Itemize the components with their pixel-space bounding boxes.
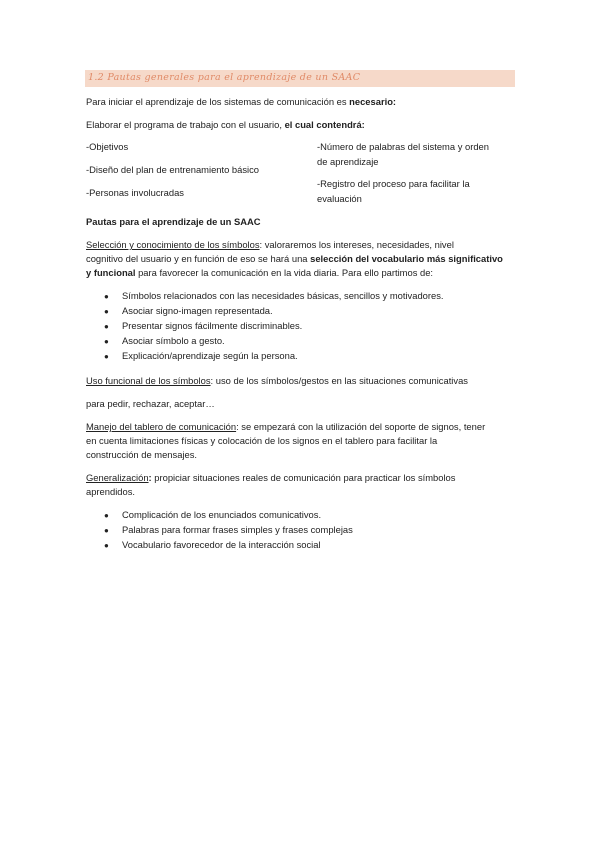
left-item: -Diseño del plan de entrenamiento básico	[86, 164, 260, 175]
seleccion-bold: selección del vocabulario más significativo	[310, 253, 503, 264]
right-item-line: -Registro del proceso para facilitar la	[317, 178, 470, 189]
bullet-icon: ●	[104, 352, 109, 361]
section-heading: 1.2 Pautas generales para el aprendizaje de un SAAC	[88, 72, 361, 83]
program-text: Elaborar el programa de trabajo con el usuario,	[86, 119, 285, 130]
bullet-icon: ●	[104, 526, 109, 535]
generalizacion-colon: :	[148, 472, 152, 483]
bullet-icon: ●	[104, 337, 109, 346]
seleccion-text: : valoraremos los intereses, necesidades, nivel	[259, 239, 454, 250]
manejo-line-2: en cuenta limitaciones físicas y colocación de los signos en el tablero para facilitar la	[86, 435, 438, 446]
manejo-line-1	[86, 420, 485, 435]
list-item: Explicación/aprendizaje según la persona.	[122, 350, 298, 361]
subheading: Pautas para el aprendizaje de un SAAC	[86, 216, 261, 227]
bullet-icon: ●	[104, 541, 109, 550]
list-item: Asociar símbolo a gesto.	[122, 335, 225, 346]
bullet-icon: ●	[104, 307, 109, 316]
bullet-icon: ●	[104, 292, 109, 301]
list-item: Presentar signos fácilmente discriminables.	[122, 320, 303, 331]
seleccion-text: para favorecer la comunicación en la vida diaria. Para ello partimos de:	[135, 267, 434, 278]
list-item: Símbolos relacionados con las necesidades básicas, sencillos y motivadores.	[122, 290, 444, 301]
right-item-line: de aprendizaje	[317, 156, 379, 167]
uso-text: : uso de los símbolos/gestos en las situaciones comunicativas	[210, 375, 468, 386]
list-item: Asociar signo-imagen representada.	[122, 305, 273, 316]
seleccion-line-1	[86, 238, 454, 253]
bullet-icon: ●	[104, 511, 109, 520]
uso-line-2: para pedir, rechazar, aceptar…	[86, 398, 215, 409]
list-item: Vocabulario favorecedor de la interacción social	[122, 539, 321, 550]
generalizacion-text: propiciar situaciones reales de comunicación para practicar los símbolos	[151, 472, 456, 483]
uso-line-1	[86, 374, 468, 389]
manejo-line-3: construcción de mensajes.	[86, 449, 197, 460]
seleccion-title: Selección y conocimiento de los símbolos	[86, 239, 260, 250]
right-item-line: evaluación	[317, 193, 362, 204]
seleccion-bold: y funcional	[86, 267, 136, 278]
generalizacion-title: Generalización	[86, 472, 149, 483]
manejo-title: Manejo del tablero de comunicación	[86, 421, 237, 432]
seleccion-text: cognitivo del usuario y en función de eso se hará una	[86, 253, 311, 264]
list-item: Palabras para formar frases simples y frases complejas	[122, 524, 353, 535]
seleccion-line-3	[86, 266, 433, 281]
program-bold: el cual contendrá:	[284, 119, 365, 130]
section-heading-bar	[85, 70, 515, 87]
uso-title: Uso funcional de los símbolos	[86, 375, 211, 386]
left-item: -Objetivos	[86, 141, 129, 152]
left-item: -Personas involucradas	[86, 187, 184, 198]
intro-text: Para iniciar el aprendizaje de los sistemas de comunicación es	[86, 96, 350, 107]
intro-bold: necesario:	[349, 96, 397, 107]
generalizacion-line-2: aprendidos.	[86, 486, 135, 497]
bullet-icon: ●	[104, 322, 109, 331]
program-paragraph	[86, 118, 365, 133]
right-item-line: -Número de palabras del sistema y orden	[317, 141, 489, 152]
manejo-text: : se empezará con la utilización del soporte de signos, tener	[236, 421, 486, 432]
generalizacion-line-1	[86, 471, 455, 486]
seleccion-line-2	[86, 252, 503, 267]
list-item: Complicación de los enunciados comunicativos.	[122, 509, 322, 520]
intro-paragraph	[86, 95, 396, 110]
